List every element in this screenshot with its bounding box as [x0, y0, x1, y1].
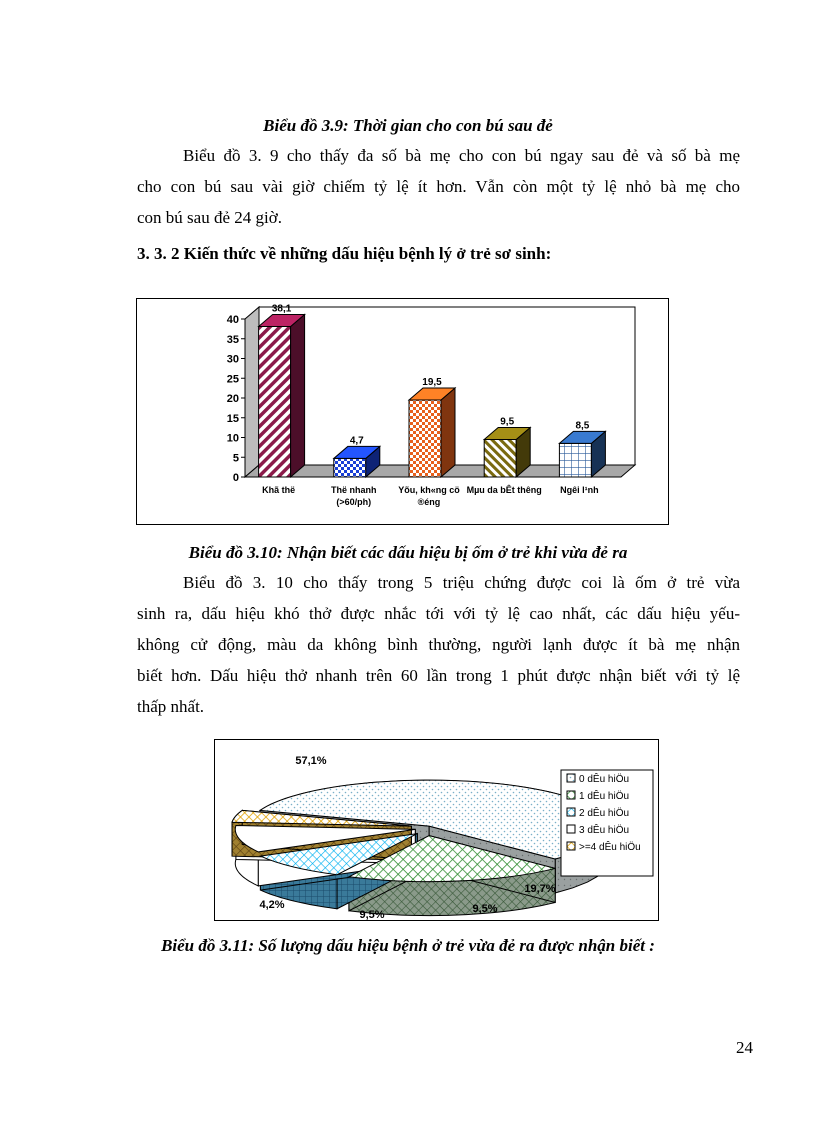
legend-label: >=4 dÊu hiÖu — [579, 842, 641, 853]
pie-value-label: 57,1% — [295, 755, 327, 767]
bar-chart-y-tick-label: 15 — [226, 412, 239, 425]
paragraph-line: Biểu đồ 3. 9 cho thấy đa số bà mẹ cho con bú ngay sau đẻ và số bà mẹ — [183, 146, 740, 165]
bar-category-label: Yõu, kh«ng cö — [398, 485, 460, 495]
bar-category-label: ®éng — [417, 497, 441, 507]
legend-label: 3 dÊu hiÖu — [579, 825, 630, 836]
bar-front — [559, 443, 591, 477]
paragraph-line: sinh ra, dấu hiệu khó thở được nhắc tới với tỷ lệ cao nhất, các dấu hiệu yếu- — [137, 604, 740, 623]
legend-label: 1 dÊu hiÖu — [579, 791, 630, 802]
section-heading: 3. 3. 2 Kiến thức về những dấu hiệu bệnh lý ở trẻ sơ sinh: — [137, 244, 552, 263]
bar-side — [441, 388, 455, 477]
pie-plot-area — [232, 755, 609, 920]
paragraph-line: biết hơn. Dấu hiệu thở nhanh trên 60 lần trong 1 phút được nhận biết với tỷ lệ — [137, 666, 740, 685]
bar-chart-y-tick-label: 20 — [226, 393, 239, 405]
pie-value-label: 9,5% — [472, 903, 498, 915]
bar-category-label: Khã thë — [262, 485, 296, 495]
page-number: 24 — [736, 1038, 753, 1057]
bar-chart-y-tick-label: 25 — [226, 373, 239, 386]
paragraph-line: cho con bú sau vài giờ chiếm tỷ lệ ít hơn. Vẫn còn một tỷ lệ nhỏ bà mẹ cho — [137, 177, 740, 196]
bar-category-label: Thë nhanh — [331, 485, 377, 495]
bar-chart-y-tick-label: 10 — [226, 432, 239, 445]
pie-chart-figure — [214, 739, 659, 921]
bar-side — [291, 315, 305, 477]
bar-value-label: 9,5 — [500, 416, 515, 428]
paragraph-line: con bú sau đẻ 24 giờ. — [137, 208, 282, 227]
pie-legend — [561, 770, 653, 876]
caption-figure-3-10: Biểu đồ 3.10: Nhận biết các dấu hiệu bị ốm ở trẻ khi vừa đẻ ra — [188, 543, 628, 562]
legend-label: 0 dÊu hiÖu — [579, 774, 630, 785]
legend-box — [561, 770, 653, 876]
legend-swatch — [567, 825, 575, 833]
caption-figure-3-11: Biểu đồ 3.11: Số lượng dấu hiệu bệnh ở trẻ vừa đẻ ra được nhận biết : — [161, 936, 655, 955]
legend-swatch — [567, 842, 575, 850]
bar-category-label: (>60/ph) — [336, 497, 372, 507]
legend-swatch — [567, 791, 575, 799]
bar-value-label: 8,5 — [575, 420, 590, 432]
bar-category-label: Ngêi l¹nh — [560, 485, 599, 495]
pie-value-label: 9,5% — [359, 909, 385, 920]
bar-front — [484, 439, 516, 477]
bar-chart-side-wall — [245, 307, 259, 477]
bar-chart-y-tick-label: 40 — [226, 314, 239, 326]
bar-front — [259, 327, 291, 477]
bar-chart-y-tick-label: 5 — [232, 452, 239, 465]
paragraph-line: không cử động, màu da không bình thường, người lạnh được ít bà mẹ nhận — [137, 635, 740, 654]
bar-value-label: 4,7 — [349, 435, 364, 447]
bar-plot-area — [227, 304, 635, 507]
pie-value-label: 19,7% — [524, 883, 556, 895]
bar-value-label: 38,1 — [271, 303, 292, 315]
paragraph-line: Biểu đồ 3. 10 cho thấy trong 5 triệu chứng được coi là ốm ở trẻ vừa — [183, 573, 740, 592]
bar-category-label: Mµu da bÊt thêng — [466, 485, 542, 495]
bar-chart-figure — [136, 298, 669, 525]
paragraph-line: thấp nhất. — [137, 697, 205, 716]
bar-front — [409, 400, 441, 477]
pie-value-label: 4,2% — [259, 899, 285, 911]
bar-chart-y-tick-label: 35 — [226, 333, 239, 346]
legend-swatch — [567, 808, 575, 816]
legend-label: 2 dÊu hiÖu — [579, 808, 630, 819]
paragraph-figure-3-10 — [137, 567, 740, 722]
bar-chart — [137, 299, 668, 524]
caption-figure-3-9: Biểu đồ 3.9: Thời gian cho con bú sau đẻ — [263, 116, 553, 135]
bar-chart-y-tick-label: 30 — [226, 353, 239, 366]
pie-chart — [215, 740, 658, 920]
bar-chart-y-tick-label: 0 — [232, 472, 239, 484]
bar-value-label: 19,5 — [422, 376, 442, 388]
legend-swatch — [567, 774, 575, 782]
paragraph-figure-3-9 — [137, 140, 740, 233]
bar-front — [334, 458, 366, 477]
